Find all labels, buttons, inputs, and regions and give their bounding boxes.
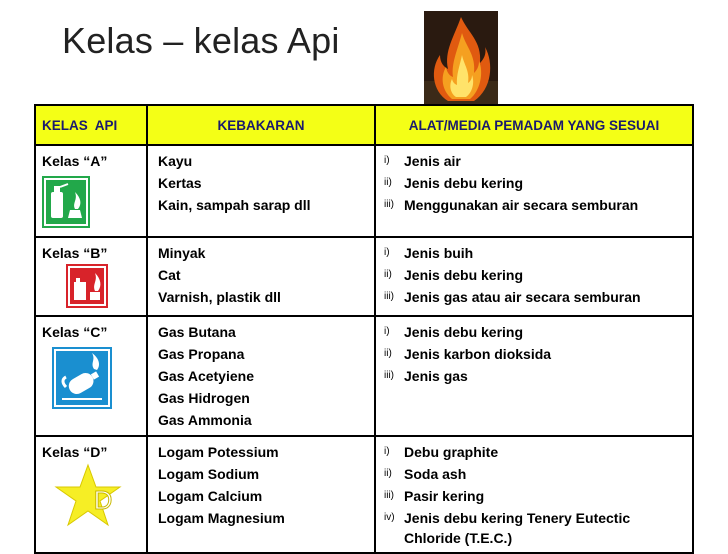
alat-item: i) Debu graphite [384,444,499,460]
kelas-cell [35,316,147,436]
alat-item: i) Jenis buih [384,245,474,261]
alat-item: ii) Jenis debu kering [384,267,524,283]
kebakaran-item: Logam Magnesium [158,510,285,526]
kelas-label: Kelas “C” [42,324,108,340]
kelas-label: Kelas “D” [42,444,108,460]
table-row [35,145,693,237]
table-row [35,237,693,316]
star-letter: D [93,485,113,515]
kebakaran-item: Kertas [158,175,202,191]
kebakaran-item: Gas Acetyiene [158,368,254,384]
kelas-cell [35,145,147,237]
kelas-label: Kelas “B” [42,245,108,261]
header-kelas-api: KELAS API [35,105,147,145]
kebakaran-cell [147,237,375,316]
kebakaran-item: Varnish, plastik dll [158,289,281,305]
alat-cell [375,237,693,316]
alat-item: iii) Jenis gas atau air secara semburan [384,289,641,305]
flammable-liquid-fire-icon [66,264,108,308]
header-kebakaran: KEBAKARAN [147,105,375,145]
alat-cell [375,316,693,436]
alat-item: ii) Jenis karbon dioksida [384,346,552,362]
kebakaran-cell [147,316,375,436]
kebakaran-item: Gas Propana [158,346,245,362]
alat-item: ii) Jenis debu kering [384,175,524,191]
kebakaran-cell [147,145,375,237]
fire-extinguisher-wood-icon [42,176,90,228]
kebakaran-item: Logam Potessium [158,444,279,460]
alat-item: ii) Soda ash [384,466,467,482]
kebakaran-item: Logam Calcium [158,488,263,504]
page-title: Kelas – kelas Api [62,20,340,61]
alat-item: iv) Jenis debu kering Tenery Eutectic Chloride (T.E.C.) [384,510,631,546]
kebakaran-cell [147,436,375,553]
kebakaran-item: Gas Butana [158,324,236,340]
table-header-row [35,105,693,145]
alat-item: i) Jenis debu kering [384,324,524,340]
kebakaran-item: Kayu [158,153,193,169]
kelas-label: Kelas “A” [42,153,108,169]
kelas-cell [35,237,147,316]
alat-cell [375,436,693,553]
alat-item: i) Jenis air [384,153,461,169]
kebakaran-item: Logam Sodium [158,466,260,482]
kelas-cell [35,436,147,553]
header-alat-media: ALAT/MEDIA PEMADAM YANG SESUAI [375,105,693,145]
kebakaran-item: Minyak [158,245,206,261]
kebakaran-item: Cat [158,267,181,283]
table-row [35,436,693,553]
kebakaran-item: Gas Ammonia [158,412,252,428]
alat-item: iii) Menggunakan air secara semburan [384,197,639,213]
alat-cell [375,145,693,237]
alat-item: iii) Jenis gas [384,368,468,384]
kebakaran-item: Kain, sampah sarap dll [158,197,311,213]
fire-class-table [34,104,694,554]
fire-flame-icon [424,11,498,109]
gas-cylinder-fire-icon [52,347,112,409]
kebakaran-item: Gas Hidrogen [158,390,250,406]
alat-item: iii) Pasir kering [384,488,485,504]
table-row [35,316,693,436]
